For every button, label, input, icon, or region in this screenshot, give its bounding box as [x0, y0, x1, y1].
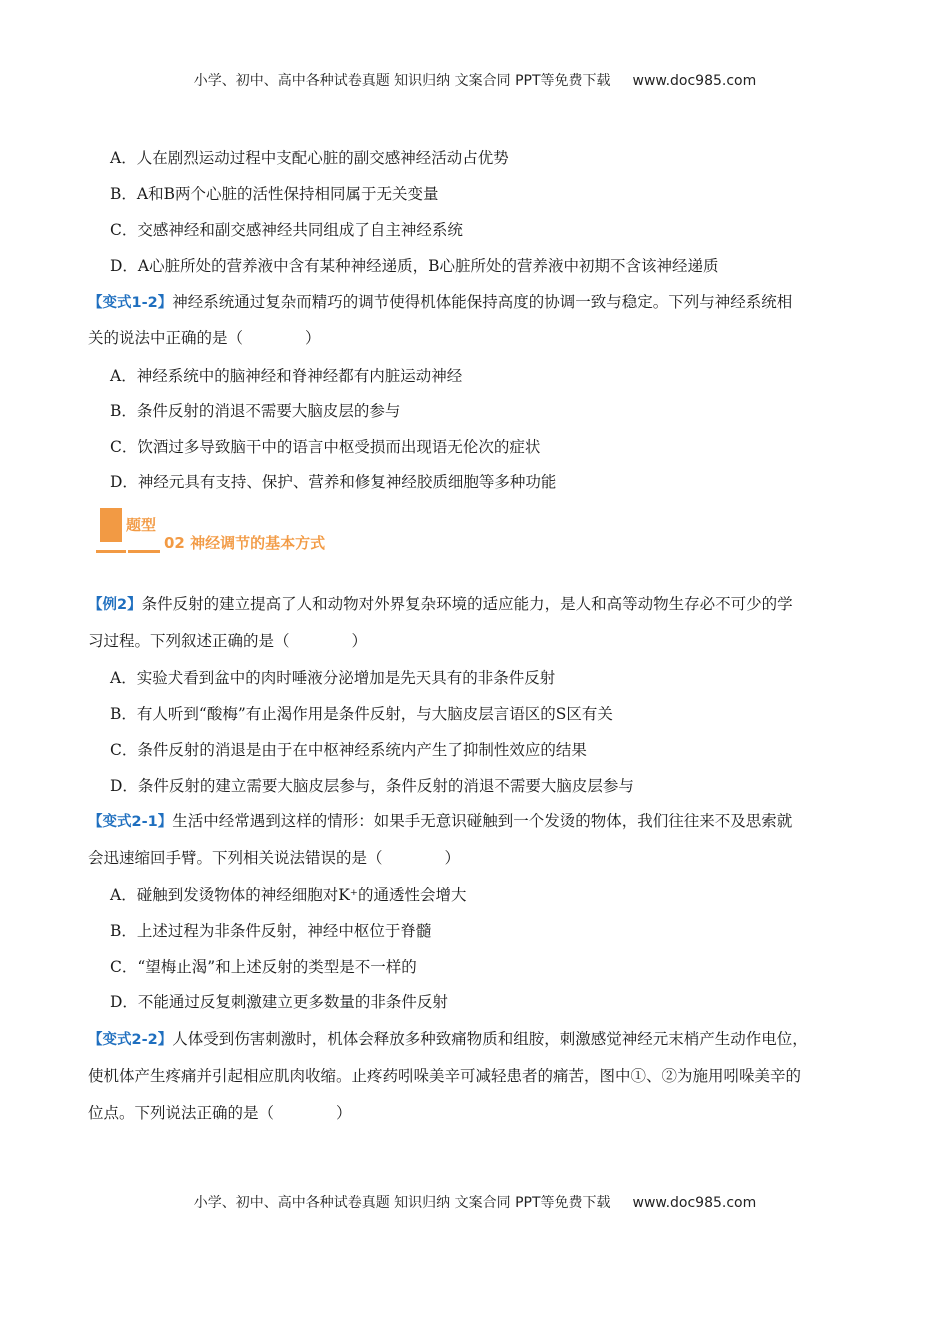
q1-2-option-c: C．饮酒过多导致脑干中的语言中枢受损而出现语无伦次的症状	[110, 438, 541, 456]
q2-2-stem-line1	[88, 1027, 808, 1049]
page-footer	[0, 1192, 950, 1212]
q2-1-text-1: 生活中经常遇到这样的情形：如果手无意识碰触到一个发烫的物体，我们往往来不及思索就	[172, 812, 793, 830]
section-underline	[96, 550, 126, 553]
ex2-option-a: A．实验犬看到盆中的肉时唾液分泌增加是先天具有的非条件反射	[110, 669, 556, 687]
header-text: 小学、初中、高中各种试卷真题 知识归纳 文案合同 PPT等免费下载	[193, 73, 611, 89]
ex2-option-d: D．条件反射的建立需要大脑皮层参与，条件反射的消退不需要大脑皮层参与	[110, 777, 634, 795]
q2-2-stem-line2: 使机体产生疼痛并引起相应肌肉收缩。止疼药吲哚美辛可减轻患者的痛苦，图中①、②为施用吲哚美辛的	[88, 1067, 802, 1085]
ex2-tag: 【例2】	[88, 597, 142, 613]
q2-1-tag: 【变式2-1】	[88, 814, 173, 830]
section-underline-2	[128, 550, 160, 553]
q2-2-text-1: 人体受到伤害刺激时，机体会释放多种致痛物质和组胺，刺激感觉神经元末梢产生动作电位，	[172, 1030, 808, 1048]
ex2-option-b: B．有人听到“酸梅”有止渴作用是条件反射，与大脑皮层言语区的S区有关	[110, 705, 613, 723]
ex2-option-c: C．条件反射的消退是由于在中枢神经系统内产生了抑制性效应的结果	[110, 741, 587, 759]
q1-2-option-a: A．神经系统中的脑神经和脊神经都有内脏运动神经	[110, 367, 463, 385]
section-label: 题型	[126, 516, 157, 534]
q2-1-stem-line1	[88, 809, 792, 831]
q1-1-option-b: B．A和B两个心脏的活性保持相同属于无关变量	[110, 185, 439, 203]
section-marker-icon	[100, 508, 122, 542]
footer-url[interactable]: www.doc985.com	[632, 1195, 757, 1211]
q1-1-option-a: A．人在剧烈运动过程中支配心脏的副交感神经活动占优势	[110, 149, 509, 167]
page-header	[0, 70, 950, 90]
q1-1-option-c: C．交感神经和副交感神经共同组成了自主神经系统	[110, 221, 463, 239]
section-heading	[96, 508, 456, 552]
footer-text: 小学、初中、高中各种试卷真题 知识归纳 文案合同 PPT等免费下载	[193, 1195, 611, 1211]
q1-2-stem-line2: 关的说法中正确的是（ ）	[88, 329, 321, 347]
q1-2-stem-line1	[88, 290, 792, 312]
q1-1-option-d: D．A心脏所处的营养液中含有某种神经递质，B心脏所处的营养液中初期不含该神经递质	[110, 257, 719, 275]
header-url[interactable]: www.doc985.com	[632, 73, 757, 89]
ex2-text-1: 条件反射的建立提高了人和动物对外界复杂环境的适应能力，是人和高等动物生存必不可少的学	[141, 595, 793, 613]
q2-1-option-b: B．上述过程为非条件反射，神经中枢位于脊髓	[110, 922, 432, 940]
q1-2-option-d: D．神经元具有支持、保护、营养和修复神经胶质细胞等多种功能	[110, 473, 557, 491]
q1-2-option-b: B．条件反射的消退不需要大脑皮层的参与	[110, 402, 401, 420]
q1-2-text-1: 神经系统通过复杂而精巧的调节使得机体能保持高度的协调一致与稳定。下列与神经系统相	[172, 293, 793, 311]
q2-1-option-c: C．“望梅止渴”和上述反射的类型是不一样的	[110, 958, 417, 976]
q2-1-option-d: D．不能通过反复刺激建立更多数量的非条件反射	[110, 993, 448, 1011]
q2-2-stem-line3: 位点。下列说法正确的是（ ）	[88, 1104, 352, 1122]
ex2-stem-line2: 习过程。下列叙述正确的是（ ）	[88, 632, 368, 650]
q2-1-stem-line2: 会迅速缩回手臂。下列相关说法错误的是（ ）	[88, 849, 461, 867]
section-title: 02 神经调节的基本方式	[164, 534, 326, 552]
q2-2-tag: 【变式2-2】	[88, 1032, 173, 1048]
ex2-stem-line1	[88, 592, 793, 614]
q1-2-tag: 【变式1-2】	[88, 295, 173, 311]
q2-1-option-a: A．碰触到发烫物体的神经细胞对K⁺的通透性会增大	[110, 886, 467, 904]
